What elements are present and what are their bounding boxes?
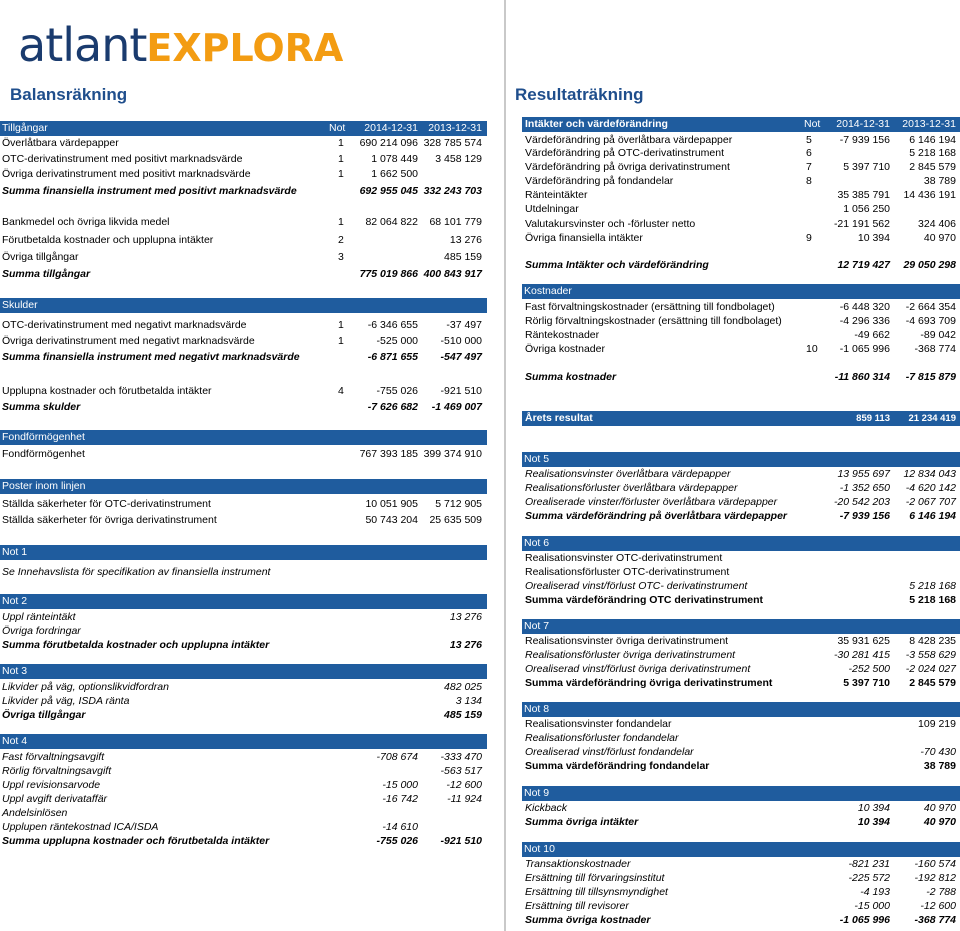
row-label: Upplupna kostnader och förutbetalda intäkter: [2, 385, 212, 397]
row-value-2014: -1 065 996: [839, 914, 890, 926]
row-value-2014: -755 026: [376, 835, 418, 847]
row-value-2013: 328 785 574: [423, 137, 482, 149]
logo: [18, 18, 344, 72]
not3-header-bar: [0, 664, 487, 679]
row-value-2014: -525 000: [376, 335, 418, 347]
row-value-2014: -15 000: [854, 900, 890, 912]
row-value-2014: -11 860 314: [834, 371, 890, 383]
row-value-2014: 10 051 905: [365, 498, 418, 510]
row-label: Orealiserad vinst/förlust OTC- derivatinstrument: [525, 580, 748, 592]
row-value-2013: -921 510: [440, 835, 482, 847]
row-label: Summa värdeförändring på överlåtbara värdepapper: [525, 510, 788, 522]
logo-explora: EXPLORA: [146, 26, 344, 70]
row-label: Rörlig förvaltningskostnader (ersättning till fondbolaget): [525, 315, 782, 327]
row-value-2013: 40 970: [923, 802, 956, 814]
row-label: Ränteintäkter: [525, 189, 588, 201]
result-header-bar: [522, 117, 960, 132]
row-label: Övriga derivatinstrument med positivt marknadsvärde: [2, 168, 251, 180]
not9-header-bar-label: Not 9: [524, 787, 550, 799]
row-value-2013: 12 834 043: [903, 468, 956, 480]
row-label: Övriga tillgångar: [2, 251, 79, 263]
row-label: Transaktionskostnader: [525, 858, 631, 870]
row-value-2014: -225 572: [848, 872, 890, 884]
row-value-2013: -563 517: [440, 765, 482, 777]
row-label: Ersättning till förvaringsinstitut: [525, 872, 665, 884]
row-value-2013: -368 774: [914, 343, 956, 355]
row-value-2013: 38 789: [923, 760, 956, 772]
row-label: Realisationsförluster fondandelar: [525, 732, 679, 744]
row-value-2014: -708 674: [376, 751, 418, 763]
balans-title: Balansräkning: [10, 85, 128, 104]
row-value-2013: -2 067 707: [905, 496, 956, 508]
row-label: Ersättning till revisorer: [525, 900, 629, 912]
row-value-2013: 3 134: [455, 695, 482, 707]
row-value-2013: -4 620 142: [905, 482, 956, 494]
not10-header-bar-label: Not 10: [524, 843, 555, 855]
row-value-2014: -20 542 203: [833, 496, 890, 508]
row-note: 10: [806, 343, 818, 355]
row-value-2014: -7 939 156: [839, 510, 890, 522]
row-value-2013: -160 574: [914, 858, 956, 870]
row-label: Uppl avgift derivataffär: [2, 793, 108, 805]
row-value-2013: 13 276: [449, 234, 482, 246]
not9-header-bar: [522, 786, 960, 801]
row-value-2013: 6 146 194: [909, 510, 956, 522]
row-value-2013: 14 436 191: [903, 189, 956, 201]
row-value-2013: 38 789: [923, 175, 956, 187]
not7-header-bar-label: Not 7: [524, 620, 550, 632]
not-header: Not: [329, 122, 346, 134]
row-label: Summa finansiella instrument med negativt marknadsvärde: [2, 351, 300, 363]
row-note: 1: [338, 168, 344, 180]
row-value-2013: -12 600: [920, 900, 956, 912]
row-value-2013: -11 924: [447, 793, 482, 805]
row-label: Realisationsvinster övriga derivatinstrument: [525, 635, 729, 647]
row-value-2014: -49 662: [854, 329, 890, 341]
arets-value-2013: 21 234 419: [908, 413, 956, 424]
row-label: Andelsinlösen: [2, 807, 68, 819]
fond-header-bar: [0, 430, 487, 445]
row-value-2013: 5 218 168: [909, 580, 956, 592]
not4-header-bar: [0, 734, 487, 749]
row-value-2014: 13 955 697: [837, 468, 890, 480]
poster-header-bar-label: Poster inom linjen: [2, 480, 86, 492]
not1-header-bar-label: Not 1: [2, 546, 28, 558]
row-label: Fondförmögenhet: [2, 448, 85, 460]
row-value-2014: 35 931 625: [837, 635, 890, 647]
skulder-header-bar: [0, 298, 487, 313]
row-value-2013: 399 374 910: [423, 448, 482, 460]
row-value-2014: 767 393 185: [359, 448, 418, 460]
row-value-2014: 10 394: [857, 232, 890, 244]
row-value-2014: -7 626 682: [367, 401, 418, 413]
row-label: Summa kostnader: [525, 371, 617, 383]
row-note: 7: [806, 161, 812, 173]
row-value-2014: -6 871 655: [367, 351, 418, 363]
row-label: Rörlig förvaltningsavgift: [2, 765, 112, 777]
row-value-2013: 3 458 129: [435, 153, 482, 165]
row-value-2014: 692 955 045: [359, 185, 418, 197]
row-value-2013: 485 159: [444, 709, 482, 721]
row-label: Summa övriga intäkter: [525, 816, 639, 828]
row-value-2013: 5 712 905: [435, 498, 482, 510]
row-value-2014: -4 296 336: [839, 315, 890, 327]
not5-header-bar-label: Not 5: [524, 453, 550, 465]
row-value-2014: -6 346 655: [367, 319, 418, 331]
row-note: 8: [806, 175, 812, 187]
row-note: 1: [338, 153, 344, 165]
row-value-2013: 6 146 194: [909, 134, 956, 146]
row-value-2014: -7 939 156: [839, 134, 890, 146]
row-label: Kickback: [525, 802, 568, 814]
row-value-2014: -16 742: [382, 793, 418, 805]
row-value-2014: 5 397 710: [843, 677, 890, 689]
tillgangar-header: Tillgångar: [2, 122, 48, 134]
row-label: Utdelningar: [525, 203, 579, 215]
row-note: 6: [806, 147, 812, 159]
row-label: Fast förvaltningskostnader (ersättning till fondbolaget): [525, 301, 775, 313]
arets-resultat-bar: [522, 411, 960, 426]
row-value-2014: 12 719 427: [837, 259, 890, 271]
row-label: Övriga tillgångar: [2, 709, 86, 721]
row-label: Ställda säkerheter för övriga derivatinstrument: [2, 514, 217, 526]
column-divider: [504, 0, 506, 931]
arets-label: Årets resultat: [525, 412, 593, 424]
row-value-2013: 13 276: [449, 639, 482, 651]
row-value-2014: -1 352 650: [839, 482, 890, 494]
row-note: 5: [806, 134, 812, 146]
intakter-header: Intäkter och värdeförändring: [525, 118, 668, 130]
row-value-2014: -14 610: [382, 821, 418, 833]
fond-header-bar-label: Fondförmögenhet: [2, 431, 85, 443]
row-value-2013: -921 510: [440, 385, 482, 397]
row-value-2013: 5 218 168: [909, 147, 956, 159]
row-value-2013: -89 042: [920, 329, 956, 341]
row-label: Bankmedel och övriga likvida medel: [2, 216, 170, 228]
row-note: 3: [338, 251, 344, 263]
row-value-2014: -15 000: [382, 779, 418, 791]
not6-header-bar-label: Not 6: [524, 537, 550, 549]
row-note: 2: [338, 234, 344, 246]
row-value-2014: 50 743 204: [365, 514, 418, 526]
row-note: 4: [338, 385, 344, 397]
row-value-2013: -333 470: [440, 751, 482, 763]
row-value-2014: 10 394: [857, 802, 890, 814]
row-label: Förutbetalda kostnader och upplupna intäkter: [2, 234, 214, 246]
row-label: Valutakursvinster och -förluster netto: [525, 218, 696, 230]
arets-value-2014: 859 113: [856, 413, 890, 424]
row-label: Räntekostnader: [525, 329, 600, 341]
row-value-2013: -4 693 709: [905, 315, 956, 327]
row-label: Summa värdeförändring OTC derivatinstrument: [525, 594, 764, 606]
row-value-2013: 40 970: [923, 232, 956, 244]
row-label: Orealiserade vinster/förluster överlåtbara värdepapper: [525, 496, 778, 508]
kostnader-header-bar-label: Kostnader: [524, 285, 572, 297]
row-value-2013: -368 774: [914, 914, 956, 926]
row-value-2013: 332 243 703: [423, 185, 482, 197]
row-label: Summa värdeförändring övriga derivatinstrument: [525, 677, 773, 689]
row-value-2013: 400 843 917: [423, 268, 482, 280]
row-label: Likvider på väg, optionslikvidfordran: [2, 681, 169, 693]
not8-header-bar: [522, 702, 960, 717]
row-value-2014: -252 500: [848, 663, 890, 675]
not1-text: Se Innehavslista för specifikation av finansiella instrument: [2, 566, 271, 578]
row-value-2013: 482 025: [444, 681, 482, 693]
row-label: Summa Intäkter och värdeförändring: [525, 259, 709, 271]
poster-header-bar: [0, 479, 487, 494]
not10-header-bar: [522, 842, 960, 857]
row-label: Realisationsvinster fondandelar: [525, 718, 672, 730]
row-value-2013: -37 497: [446, 319, 482, 331]
row-value-2013: 13 276: [449, 611, 482, 623]
not3-header-bar-label: Not 3: [2, 665, 28, 677]
row-value-2013: -70 430: [920, 746, 956, 758]
row-value-2014: -755 026: [376, 385, 418, 397]
not2-header-bar: [0, 594, 487, 609]
year1-header: 2014-12-31: [364, 122, 418, 134]
row-label: Ersättning till tillsynsmyndighet: [525, 886, 668, 898]
kostnader-header-bar: [522, 284, 960, 299]
row-value-2014: 1 078 449: [371, 153, 418, 165]
row-value-2014: 82 064 822: [365, 216, 418, 228]
row-label: Övriga fordringar: [2, 625, 81, 637]
not5-header-bar: [522, 452, 960, 467]
row-value-2013: -2 788: [926, 886, 956, 898]
row-value-2013: -12 600: [446, 779, 482, 791]
row-label: Likvider på väg, ISDA ränta: [2, 695, 130, 707]
row-label: Realisationsvinster OTC-derivatinstrument: [525, 552, 723, 564]
row-label: Realisationsvinster överlåtbara värdepapper: [525, 468, 731, 480]
row-label: Summa värdeförändring fondandelar: [525, 760, 710, 772]
row-value-2013: -2 664 354: [905, 301, 956, 313]
not2-header-bar-label: Not 2: [2, 595, 28, 607]
row-value-2014: -4 193: [860, 886, 890, 898]
row-value-2013: -192 812: [914, 872, 956, 884]
row-value-2014: -821 231: [848, 858, 890, 870]
row-value-2014: -1 065 996: [839, 343, 890, 355]
row-label: OTC-derivatinstrument med positivt marknadsvärde: [2, 153, 243, 165]
row-label: Övriga kostnader: [525, 343, 605, 355]
row-label: Övriga finansiella intäkter: [525, 232, 643, 244]
row-value-2013: -547 497: [440, 351, 482, 363]
row-label: Värdeförändring på OTC-derivatinstrument: [525, 147, 725, 159]
row-value-2013: 68 101 779: [429, 216, 482, 228]
row-note: 1: [338, 216, 344, 228]
row-label: Uppl revisionsarvode: [2, 779, 101, 791]
year2-header: 2013-12-31: [428, 122, 482, 134]
row-label: Summa finansiella instrument med positivt marknadsvärde: [2, 185, 297, 197]
row-label: Summa tillgångar: [2, 268, 91, 280]
row-label: Realisationsförluster OTC-derivatinstrument: [525, 566, 730, 578]
row-value-2013: 485 159: [444, 251, 482, 263]
row-note: 1: [338, 319, 344, 331]
row-value-2014: 690 214 096: [359, 137, 418, 149]
row-value-2013: 25 635 509: [429, 514, 482, 526]
not1-header-bar: [0, 545, 487, 560]
row-value-2013: -2 024 027: [905, 663, 956, 675]
row-label: Summa upplupna kostnader och förutbetalda intäkter: [2, 835, 270, 847]
skulder-header-bar-label: Skulder: [2, 299, 38, 311]
balans-header-bar: [0, 121, 487, 136]
row-value-2013: -7 815 879: [905, 371, 956, 383]
row-label: Upplupen räntekostnad ICA/ISDA: [2, 821, 159, 833]
row-label: Realisationsförluster överlåtbara värdepapper: [525, 482, 738, 494]
row-value-2013: -3 558 629: [905, 649, 956, 661]
row-value-2014: 10 394: [857, 816, 890, 828]
row-label: Övriga derivatinstrument med negativt marknadsvärde: [2, 335, 255, 347]
row-label: Summa förutbetalda kostnader och upplupna intäkter: [2, 639, 270, 651]
not6-header-bar: [522, 536, 960, 551]
not7-header-bar: [522, 619, 960, 634]
row-label: Realisationsförluster övriga derivatinstrument: [525, 649, 736, 661]
row-value-2013: -1 469 007: [431, 401, 482, 413]
row-label: Värdeförändring på övriga derivatinstrument: [525, 161, 730, 173]
row-label: Värdeförändring på överlåtbara värdepapper: [525, 134, 733, 146]
row-value-2014: 35 385 791: [837, 189, 890, 201]
row-value-2013: 5 218 168: [909, 594, 956, 606]
row-value-2013: 29 050 298: [903, 259, 956, 271]
row-value-2013: 2 845 579: [909, 161, 956, 173]
row-value-2014: -30 281 415: [833, 649, 890, 661]
result-year1-header: 2014-12-31: [836, 118, 890, 130]
row-value-2014: -6 448 320: [839, 301, 890, 313]
row-note: 1: [338, 335, 344, 347]
row-value-2014: 1 662 500: [371, 168, 418, 180]
row-value-2013: 109 219: [918, 718, 956, 730]
row-note: 9: [806, 232, 812, 244]
row-label: Uppl ränteintäkt: [2, 611, 76, 623]
row-label: Ställda säkerheter för OTC-derivatinstrument: [2, 498, 211, 510]
result-title: Resultaträkning: [515, 85, 644, 104]
result-not-header: Not: [804, 118, 821, 130]
row-value-2013: 2 845 579: [909, 677, 956, 689]
row-value-2013: 8 428 235: [909, 635, 956, 647]
row-note: 1: [338, 137, 344, 149]
row-value-2014: 5 397 710: [843, 161, 890, 173]
row-label: Summa övriga kostnader: [525, 914, 651, 926]
row-label: Värdeförändring på fondandelar: [525, 175, 674, 187]
not4-header-bar-label: Not 4: [2, 735, 28, 747]
row-label: Orealiserad vinst/förlust fondandelar: [525, 746, 694, 758]
row-label: Fast förvaltningsavgift: [2, 751, 105, 763]
logo-atlant: atlant: [18, 18, 147, 72]
row-label: Summa skulder: [2, 401, 81, 413]
row-value-2013: 40 970: [923, 816, 956, 828]
row-value-2014: 1 056 250: [843, 203, 890, 215]
row-label: Överlåtbara värdepapper: [2, 137, 119, 149]
row-value-2013: 324 406: [918, 218, 956, 230]
row-label: OTC-derivatinstrument med negativt marknadsvärde: [2, 319, 247, 331]
result-year2-header: 2013-12-31: [902, 118, 956, 130]
row-value-2014: -21 191 562: [833, 218, 890, 230]
not8-header-bar-label: Not 8: [524, 703, 550, 715]
row-label: Orealiserad vinst/förlust övriga derivatinstrument: [525, 663, 751, 675]
row-value-2013: -510 000: [440, 335, 482, 347]
row-value-2014: 775 019 866: [359, 268, 418, 280]
